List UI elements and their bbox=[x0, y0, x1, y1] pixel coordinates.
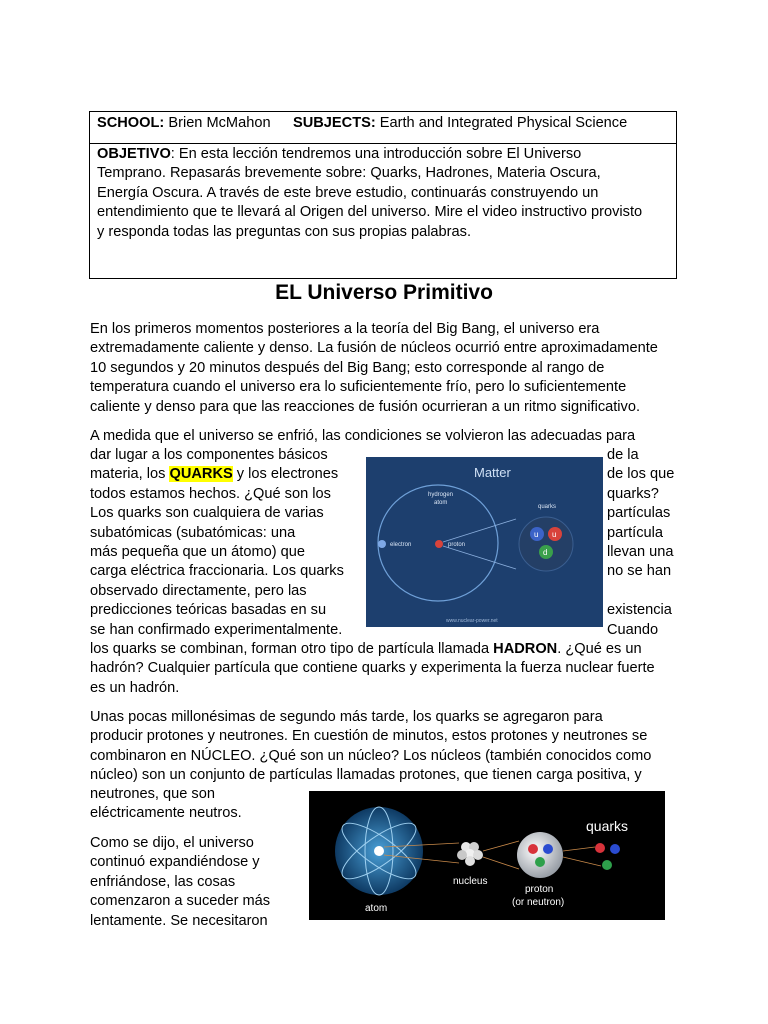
hydrogen-label: hydrogen bbox=[428, 492, 454, 498]
electron-label: electron bbox=[390, 542, 412, 548]
quark-letter: d bbox=[543, 548, 548, 557]
text-line: todos estamos hechos. ¿Qué son los bbox=[90, 485, 331, 502]
proton-particle bbox=[435, 540, 443, 548]
text-line: los quarks se combinan, forman otro tipo de partícula llamada HADRON. ¿Qué es un bbox=[90, 641, 642, 657]
text-line: lentamente. Se necesitaron bbox=[90, 912, 268, 929]
quarks-label: quarks bbox=[586, 818, 629, 834]
text-line: observado directamente, pero las bbox=[90, 582, 307, 599]
subjects-label: SUBJECTS: bbox=[293, 115, 376, 131]
text-line: se han confirmado experimentalmente. bbox=[90, 621, 343, 638]
text-line: más pequeña que un átomo) que bbox=[90, 544, 306, 561]
text-line: existencia bbox=[607, 602, 672, 619]
text-line: comenzaron a suceder más bbox=[90, 893, 271, 910]
text-line: partícula bbox=[607, 524, 663, 541]
electron-particle bbox=[378, 540, 386, 548]
text-line: Unas pocas millonésimas de segundo más tarde, los quarks se agregaron para bbox=[90, 709, 603, 725]
objective-line: OBJETIVO: En esta lección tendremos una introducción sobre El Universo bbox=[97, 146, 582, 162]
text-line: dar lugar a los componentes básicos bbox=[90, 447, 328, 463]
nucleus-label: nucleus bbox=[453, 876, 488, 887]
blank-line bbox=[607, 582, 677, 601]
school-label: SCHOOL: bbox=[97, 115, 165, 131]
atom-structure-diagram bbox=[309, 791, 665, 920]
text-line: producir protones y neutrones. En cuestión de minutos, estos protones y neutrones se bbox=[90, 728, 648, 745]
text-line: combinaron en NÚCLEO. ¿Qué son un núcleo? Los núcleos (también conocidos como bbox=[90, 747, 652, 764]
objective-line: Energía Oscura. A través de este breve estudio, continuarás construyendo un bbox=[97, 184, 599, 201]
quark-blue-icon bbox=[543, 844, 553, 854]
page-title: EL Universo Primitivo bbox=[275, 281, 493, 304]
paragraph-1 bbox=[90, 320, 678, 417]
quarks-label: quarks bbox=[538, 504, 557, 510]
subjects-value: Earth and Integrated Physical Science bbox=[379, 115, 628, 131]
paragraph-2-first-line: A medida que el universo se enfrió, las condiciones se volvieron las adecuadas para bbox=[90, 428, 636, 444]
text-line: hadrón? Cualquier partícula que contiene quarks y experimenta la fuerza nuclear fuerte bbox=[90, 660, 655, 677]
hadron-word: HADRON bbox=[493, 641, 558, 657]
text-line: extremadamente caliente y denso. La fusión de núcleos ocurrió entre aproximadamente bbox=[90, 340, 658, 357]
header-row-school bbox=[90, 112, 676, 144]
text-line: caliente y denso para que las reacciones de fusión ocurrieran a un ritmo significativo. bbox=[90, 398, 641, 415]
text-line: núcleo) son un conjunto de partículas llamadas protones, que tienen carga positiva, y bbox=[90, 767, 642, 784]
quark-letter: u bbox=[552, 530, 557, 539]
text-line: Los quarks son cualquiera de varias bbox=[90, 505, 324, 522]
text-line: neutrones, que son bbox=[90, 786, 215, 802]
paragraph-3-narrow bbox=[90, 785, 300, 824]
paragraph-3 bbox=[90, 708, 678, 786]
school-field bbox=[97, 114, 271, 133]
text-line: continuó expandiéndose y bbox=[90, 854, 260, 871]
proton-sublabel: (or neutron) bbox=[512, 897, 565, 908]
paragraph-2-continuation bbox=[90, 640, 678, 698]
proton-sphere bbox=[517, 832, 563, 878]
header-table bbox=[89, 111, 677, 279]
diagram-title: Matter bbox=[474, 465, 511, 480]
atom-nucleus-dot bbox=[374, 846, 384, 856]
source-caption: www.nuclear-power.net bbox=[446, 618, 498, 624]
subjects-field bbox=[293, 114, 627, 133]
paragraph-4 bbox=[90, 834, 300, 931]
quark-green-icon bbox=[535, 857, 545, 867]
text-line: llevan una bbox=[607, 544, 674, 561]
quarks-highlight: QUARKS bbox=[169, 466, 233, 483]
text-line: predicciones teóricas basadas en su bbox=[90, 602, 327, 619]
text-line: no se han bbox=[607, 563, 672, 580]
objective-line: entendimiento que te llevará al Origen del universo. Mire el video instructivo provisto bbox=[97, 204, 643, 221]
proton-label: proton bbox=[525, 884, 554, 895]
text-line: En los primeros momentos posteriores a la teoría del Big Bang, el universo era bbox=[90, 321, 600, 337]
text-line: temperatura cuando el universo era lo suficientemente frío, pero lo suficientemente bbox=[90, 379, 627, 396]
quark-red-icon bbox=[528, 844, 538, 854]
text-line: es un hadrón. bbox=[90, 679, 180, 696]
quark-green-icon bbox=[602, 860, 612, 870]
quark-blue-icon bbox=[610, 844, 620, 854]
text-line: Cuando bbox=[607, 621, 659, 638]
text-line: de los que bbox=[607, 466, 675, 483]
proton-zoom-circle bbox=[519, 517, 573, 571]
objective-line: Temprano. Repasarás brevemente sobre: Quarks, Hadrones, Materia Oscura, bbox=[97, 165, 601, 182]
objective-label: OBJETIVO bbox=[97, 146, 171, 162]
text-line: quarks? bbox=[607, 485, 659, 502]
text-line: carga eléctrica fraccionaria. Los quarks bbox=[90, 563, 344, 580]
objective-line: y responda todas las preguntas con sus propias palabras. bbox=[97, 223, 471, 240]
matter-diagram bbox=[366, 457, 603, 627]
paragraph-2-left-column bbox=[90, 446, 362, 640]
text-line: materia, los QUARKS y los electrones bbox=[90, 466, 339, 483]
objective-cell bbox=[97, 145, 668, 242]
quark-red-icon bbox=[595, 843, 605, 853]
text-line: enfriándose, las cosas bbox=[90, 873, 236, 890]
text-line: partículas bbox=[607, 505, 671, 522]
text-line: de la bbox=[607, 447, 639, 463]
school-value: Brien McMahon bbox=[168, 115, 271, 131]
text-line: subatómicas (subatómicas: una bbox=[90, 524, 296, 541]
atom-label: atom bbox=[434, 500, 448, 506]
text-line: Como se dijo, el universo bbox=[90, 835, 254, 851]
atom-label: atom bbox=[365, 903, 388, 914]
text-line: 10 segundos y 20 minutos después del Big Bang; esto corresponde al rango de bbox=[90, 359, 605, 376]
proton-label: proton bbox=[448, 542, 466, 548]
text-line: eléctricamente neutros. bbox=[90, 805, 242, 822]
paragraph-2-right-column bbox=[607, 446, 677, 640]
quark-letter: u bbox=[534, 530, 539, 539]
